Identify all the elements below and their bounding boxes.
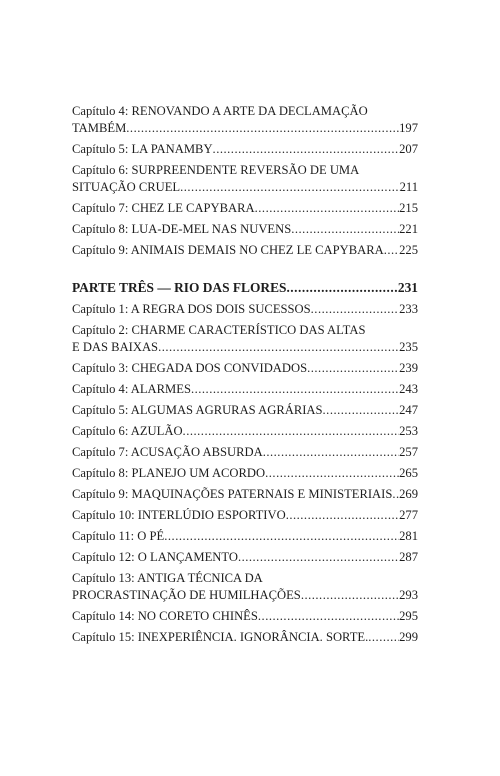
toc-entry [72, 200, 418, 217]
toc-page-number: 281 [399, 529, 418, 543]
toc-page-number: 197 [399, 121, 418, 135]
toc-entry-first-line: Capítulo 13: ANTIGA TÉCNICA DA [72, 571, 263, 585]
toc-entry [72, 301, 418, 318]
toc-entry-title: Capítulo 10: INTERLÚDIO ESPORTIVO [72, 508, 286, 522]
dot-leader [301, 587, 399, 604]
toc-entry-title: Capítulo 11: O PÉ [72, 529, 165, 543]
toc-entry-first-line: Capítulo 2: CHARME CARACTERÍSTICO DAS ALTAS [72, 323, 366, 337]
toc-entry [72, 465, 418, 482]
dot-leader [291, 221, 399, 238]
table-of-contents [72, 103, 418, 650]
toc-entry-title: Capítulo 4: ALARMES [72, 382, 191, 396]
toc-entry-title: Capítulo 5: ALGUMAS AGRURAS AGRÁRIAS [72, 403, 323, 417]
toc-entry-first-line: Capítulo 4: RENOVANDO A ARTE DA DECLAMAÇÃO [72, 104, 368, 118]
toc-entry [72, 381, 418, 398]
dot-leader [183, 423, 400, 440]
toc-page-number: 221 [399, 222, 418, 236]
dot-leader [368, 629, 399, 646]
toc-entry-title: Capítulo 8: LUA-DE-MEL NAS NUVENS [72, 222, 292, 236]
dot-leader [238, 549, 399, 566]
toc-entry-title: Capítulo 9: ANIMAIS DEMAIS NO CHEZ LE CAPYBARA [72, 243, 384, 257]
toc-entry [72, 322, 418, 356]
toc-entry-first-line: Capítulo 6: SURPREENDENTE REVERSÃO DE UMA [72, 163, 360, 177]
dot-leader [265, 465, 399, 482]
toc-page-number: 235 [399, 340, 418, 354]
dot-leader [323, 402, 400, 419]
dot-leader [126, 120, 399, 137]
toc-entry [72, 423, 418, 440]
toc-entry [72, 162, 418, 196]
toc-part-heading [72, 279, 418, 297]
dot-leader [191, 381, 399, 398]
toc-entry [72, 242, 418, 259]
toc-entry [72, 608, 418, 625]
toc-entry [72, 486, 418, 503]
toc-page-number: 215 [399, 201, 418, 215]
dot-leader [286, 507, 399, 524]
toc-entry-title: SITUAÇÃO CRUEL [72, 180, 181, 194]
toc-entry-title: Capítulo 9: MAQUINAÇÕES PATERNAIS E MINISTERIAIS [72, 487, 393, 501]
toc-entry-title: E DAS BAIXAS [72, 340, 159, 354]
toc-page-number: 231 [397, 280, 418, 295]
dot-leader [311, 301, 399, 318]
toc-entry [72, 360, 418, 377]
toc-entry [72, 444, 418, 461]
toc-page-number: 277 [399, 508, 418, 522]
toc-entry-title: TAMBÉM [72, 121, 127, 135]
toc-page-number: 211 [399, 180, 418, 194]
dot-leader [258, 608, 399, 625]
toc-entry-title: Capítulo 1: A REGRA DOS DOIS SUCESSOS [72, 302, 311, 316]
toc-page-number: 257 [399, 445, 418, 459]
toc-entry [72, 221, 418, 238]
toc-entry-title: Capítulo 8: PLANEJO UM ACORDO [72, 466, 266, 480]
dot-leader [164, 528, 399, 545]
toc-page-number: 295 [399, 609, 418, 623]
toc-entry-title: PROCRASTINAÇÃO DE HUMILHAÇÕES [72, 588, 301, 602]
toc-entry-title: Capítulo 15: INEXPERIÊNCIA. IGNORÂNCIA. SORTE. [72, 630, 369, 644]
toc-page-number: 287 [399, 550, 418, 564]
toc-entry [72, 103, 418, 137]
toc-entry [72, 141, 418, 158]
toc-entry-title: Capítulo 12: O LANÇAMENTO [72, 550, 238, 564]
toc-entry-title: Capítulo 5: LA PANAMBY [72, 142, 213, 156]
toc-entry [72, 507, 418, 524]
toc-page-number: 265 [399, 466, 418, 480]
dot-leader [392, 486, 399, 503]
toc-page-number: 225 [399, 243, 418, 257]
toc-page-number: 239 [399, 361, 418, 375]
dot-leader [255, 200, 399, 217]
toc-entry [72, 549, 418, 566]
toc-entry-title: Capítulo 14: NO CORETO CHINÊS [72, 609, 258, 623]
toc-entry [72, 528, 418, 545]
dot-leader [213, 141, 400, 158]
dot-leader [307, 360, 399, 377]
dot-leader [286, 279, 397, 297]
dot-leader [158, 339, 399, 356]
dot-leader [384, 242, 399, 259]
toc-entry [72, 402, 418, 419]
toc-entry [72, 629, 418, 646]
toc-page-number: 243 [399, 382, 418, 396]
toc-entry-title: Capítulo 7: CHEZ LE CAPYBARA [72, 201, 255, 215]
toc-page-number: 293 [399, 588, 418, 602]
dot-leader [180, 179, 399, 196]
toc-entry [72, 570, 418, 604]
toc-entry-title: Capítulo 3: CHEGADA DOS CONVIDADOS [72, 361, 308, 375]
toc-page-number: 207 [399, 142, 418, 156]
part-title: PARTE TRÊS — RIO DAS FLORES [72, 280, 287, 295]
toc-page-number: 299 [399, 630, 418, 644]
toc-page-number: 233 [399, 302, 418, 316]
toc-entry-title: Capítulo 7: ACUSAÇÃO ABSURDA [72, 445, 263, 459]
toc-entry-title: Capítulo 6: AZULÃO [72, 424, 183, 438]
toc-page-number: 269 [399, 487, 418, 501]
toc-page-number: 247 [399, 403, 418, 417]
toc-page-number: 253 [399, 424, 418, 438]
dot-leader [263, 444, 399, 461]
